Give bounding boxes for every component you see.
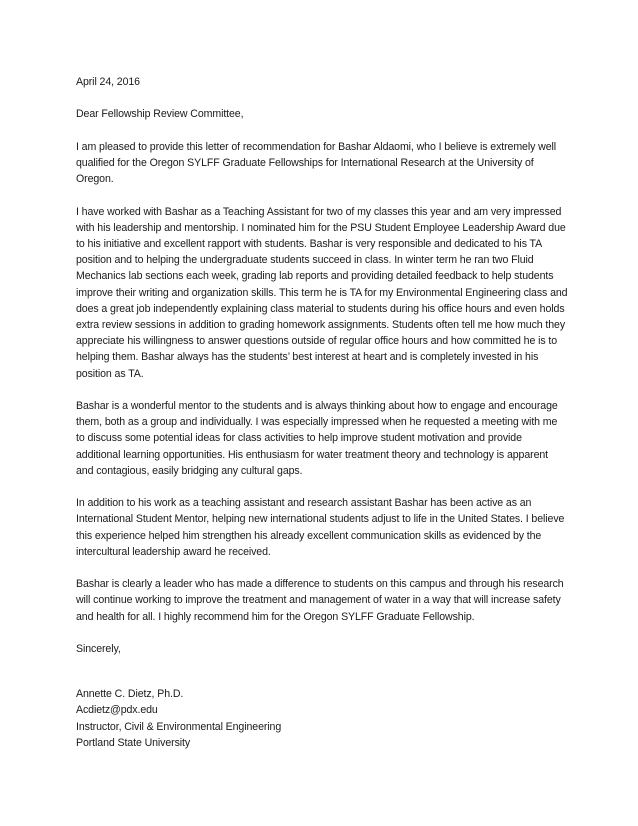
signature-title: Instructor, Civil & Environmental Engineering [76,720,282,733]
signature-block [76,686,568,751]
paragraph-introduction: I am pleased to provide this letter of recommendation for Bashar Aldaomi, who I believe is extremely well qualified for the Oregon SYLFF Graduate Fellowships for International Research at the University of Oregon. [76,140,556,186]
signature-institution: Portland State University [76,736,191,749]
letter-body [76,74,568,751]
signature-name: Annette C. Dietz, Ph.D. [76,688,184,701]
letter-date: April 24, 2016 [76,76,140,88]
paragraph-mentor: Bashar is a wonderful mentor to the students and is always thinking about how to engage and encourage them, both as a group and individually. I was especially impressed when he requested a meeting with me to discuss some potential ideas for class activities to help improve student motivation and provide additional learning opportunities. His enthusiasm for water treatment theory and technology is apparent and contagious, easily bridging any cultural gaps. [76,400,558,477]
paragraph-recommendation: Bashar is clearly a leader who has made a difference to students on this campus and through his research will continue working to improve the treatment and management of water in a way that will increase safety and health for all. I highly recommend him for the Oregon SYLFF Graduate Fellowship. [76,578,564,623]
signature-email: Acdietz@pdx.edu [76,704,158,717]
paragraph-international-mentor: In addition to his work as a teaching assistant and research assistant Bashar has been active as an International Student Mentor, helping new international students adjust to life in the United States. I believe this experience helped him strengthen his already excellent communication skills as evidenced by the intercultural leadership award he received. [76,497,565,558]
letter-salutation: Dear Fellowship Review Committee, [76,108,244,121]
paragraph-teaching-assistant: I have worked with Bashar as a Teaching Assistant for two of my classes this year and am very impressed with his leadership and mentorship. I nominated him for the PSU Student Employee Leadership Award due to his initiative and excellent rapport with students. Bashar is very responsible and dedicated to his TA position and to helping the undergraduate students succeed in class. In winter term he ran two Fluid Mechanics lab sections each week, grading lab reports and providing detailed feedback to help students improve their writing and organization skills. This term he is TA for my Environmental Engineering class and does a great job independently explaining class material to students during his office hours and even holds extra review sessions in addition to grading homework assignments. Students often tell me how much they appreciate his willingness to answer questions outside of regular office hours and how committed he is to helping them. Bashar always has the students’ best interest at heart and is completely invested in his position as TA. [76,205,568,380]
letter-closing: Sincerely, [76,643,121,655]
